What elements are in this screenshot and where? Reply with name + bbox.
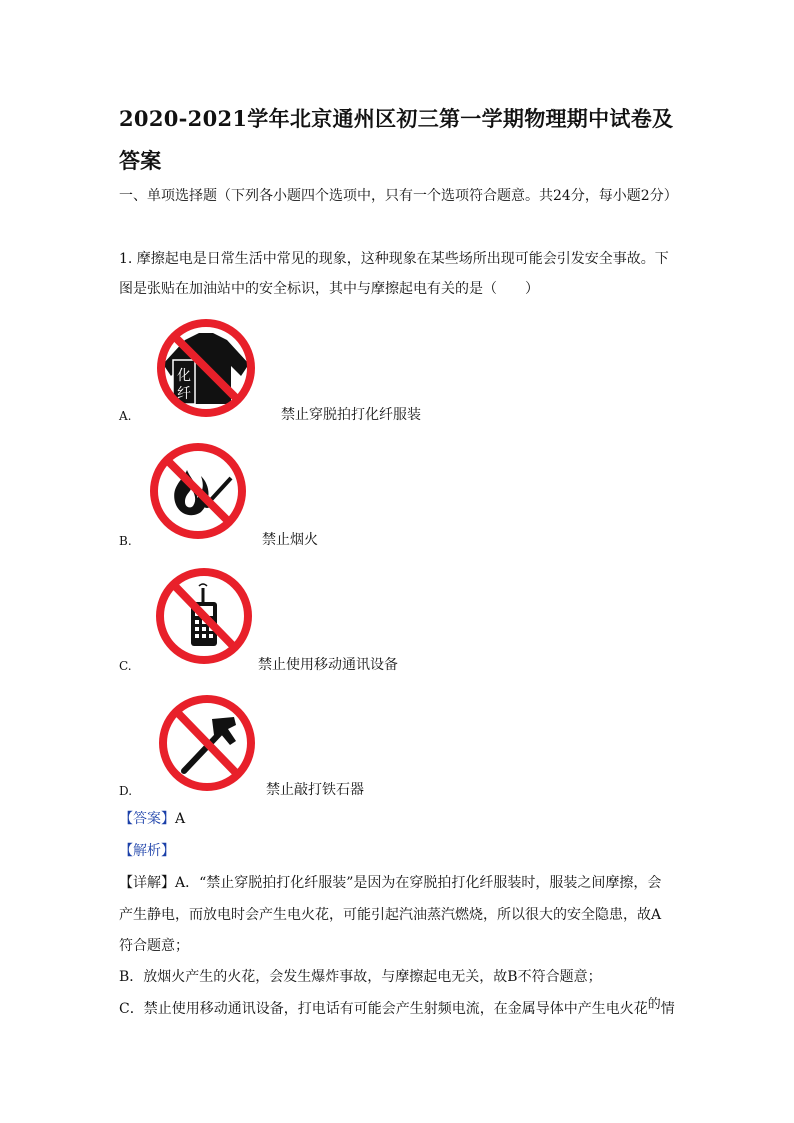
answer-tag: 【答案】 [119, 811, 175, 827]
option-d-label: 禁止敲打铁石器 [266, 782, 364, 798]
no-hammer-icon [156, 693, 258, 793]
option-b-letter: B. [119, 534, 132, 548]
page-title: 2020-2021学年北京通州区初三第一学期物理期中试卷及答案 [119, 106, 674, 173]
analysis-tag: 【解析】 [119, 843, 175, 859]
detail-c-line [119, 999, 675, 1020]
section-heading: 一、单项选择题（下列各小题四个选项中，只有一个选项符合题意。共24分，每小题2分） [119, 188, 678, 204]
detail-a-line-3: 符合题意； [119, 938, 189, 954]
detail-c-text: C．禁止使用移动通讯设备，打电话有可能会产生射频电流，在金属导体中产生电火花 [119, 1001, 648, 1017]
option-c-label: 禁止使用移动通讯设备 [258, 657, 398, 673]
no-fire-icon [147, 442, 249, 540]
answer-line [119, 809, 185, 829]
option-a-letter: A. [119, 409, 132, 423]
no-mobile-phone-icon [153, 566, 255, 666]
detail-c-end: 情 [660, 1001, 675, 1017]
detail-c-superscript: 的 [647, 997, 661, 1012]
detail-a-text-1: A．“禁止穿脱拍打化纤服装”是因为在穿脱拍打化纤服装时，服装之间摩擦，会 [175, 875, 662, 891]
sign-text-2: 纤 [177, 386, 191, 402]
question-text-line-1: 1. 摩擦起电是日常生活中常见的现象，这种现象在某些场所出现可能会引发安全事故。下 [119, 251, 669, 267]
question-text-line-2: 图是张贴在加油站中的安全标识，其中与摩擦起电有关的是（ ） [119, 281, 539, 297]
option-b-label: 禁止烟火 [262, 532, 318, 548]
no-synthetic-clothing-icon [153, 318, 259, 418]
detail-a-line-1 [119, 873, 661, 893]
option-c-letter: C. [119, 659, 132, 673]
detail-b-line: B．放烟火产生的火花，会发生爆炸事故，与摩擦起电无关，故B不符合题意； [119, 969, 602, 985]
answer-value: A [175, 811, 186, 827]
sign-text-1: 化 [177, 368, 191, 384]
detail-a-line-2: 产生静电，而放电时会产生电火花，可能引起汽油蒸汽燃烧，所以很大的安全隐患，故A [119, 907, 662, 923]
option-a-label: 禁止穿脱拍打化纤服装 [281, 407, 421, 423]
option-d-letter: D. [119, 784, 133, 798]
detail-tag: 【详解】 [119, 875, 175, 891]
